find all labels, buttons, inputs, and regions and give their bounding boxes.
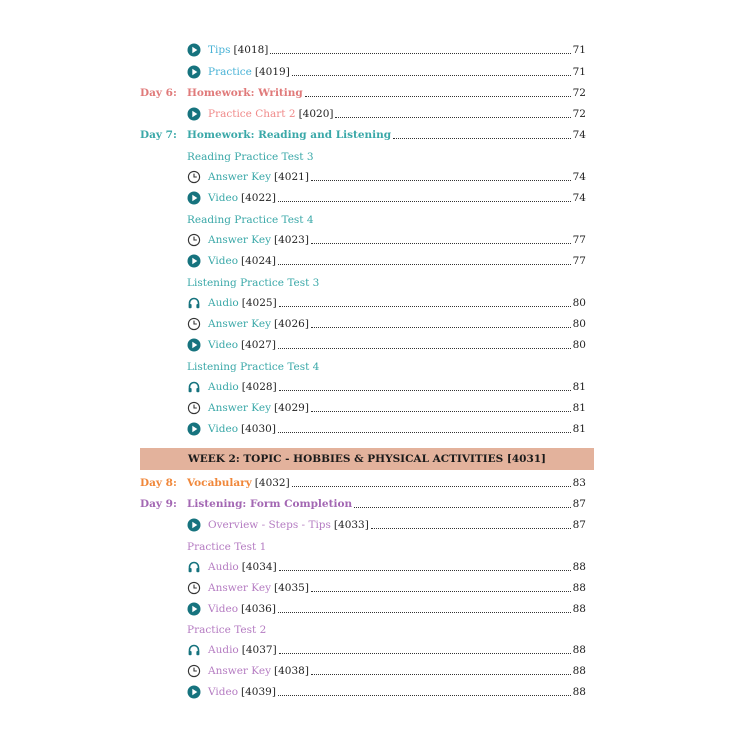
page-number: 77 — [572, 234, 586, 246]
entry-code: [4020] — [298, 108, 334, 120]
toc-entry-practice-chart-2[interactable] — [140, 107, 586, 121]
entry-code: [4028] — [241, 381, 277, 393]
dot-leader — [311, 411, 571, 412]
page-number: 80 — [572, 339, 586, 351]
play-icon — [187, 254, 203, 268]
toc-entry-tips[interactable] — [140, 43, 586, 57]
entry-code: [4037] — [241, 644, 277, 656]
dot-leader — [311, 591, 571, 592]
clock-icon — [187, 581, 203, 595]
page-number: 88 — [572, 686, 586, 698]
entry-code: [4022] — [241, 192, 276, 204]
dot-leader — [292, 486, 571, 487]
entry-label: Answer Key — [208, 318, 271, 330]
clock-icon — [187, 170, 203, 184]
toc-entry-day7[interactable] — [140, 128, 586, 142]
page-number: 72 — [572, 108, 586, 120]
page-number: 87 — [572, 519, 586, 531]
toc-entry-lpt4-answer-key[interactable] — [140, 401, 586, 415]
toc-entry-pt1-audio[interactable] — [140, 560, 586, 574]
entry-label: Homework: Reading and Listening — [187, 129, 392, 141]
clock-icon — [187, 317, 203, 331]
entry-label: Audio — [208, 561, 239, 573]
dot-leader — [311, 180, 571, 181]
entry-label: Video — [208, 686, 239, 698]
toc-entry-rpt3-answer-key[interactable] — [140, 170, 586, 184]
subheading-practice-test-2: Practice Test 2 — [187, 624, 267, 636]
dot-leader — [292, 75, 571, 76]
page-number: 88 — [572, 665, 586, 677]
toc-entry-rpt3-video[interactable] — [140, 191, 586, 205]
toc-entry-pt1-video[interactable] — [140, 602, 586, 616]
entry-label: Answer Key — [208, 582, 271, 594]
toc-entry-rpt4-answer-key[interactable] — [140, 233, 586, 247]
toc-entry-overview[interactable] — [140, 518, 586, 532]
play-icon — [187, 602, 203, 616]
toc-entry-lpt3-answer-key[interactable] — [140, 317, 586, 331]
entry-label: Practice Chart 2 — [208, 108, 296, 120]
dot-leader — [305, 96, 571, 97]
toc-entry-lpt4-video[interactable] — [140, 422, 586, 436]
page-number: 74 — [572, 192, 586, 204]
page-number: 81 — [572, 381, 586, 393]
page-number: 77 — [572, 255, 586, 267]
subheading-reading-practice-test-3: Reading Practice Test 3 — [187, 151, 314, 163]
entry-label: Overview - Steps - Tips — [208, 519, 331, 531]
entry-label: Vocabulary — [187, 477, 252, 489]
day-label: Day 6: — [140, 87, 177, 99]
play-icon — [187, 191, 203, 205]
entry-label: Video — [208, 339, 239, 351]
page-number: 87 — [572, 498, 586, 510]
play-icon — [187, 65, 203, 79]
week-banner[interactable]: WEEK 2: TOPIC - HOBBIES & PHYSICAL ACTIVITIES [4031] — [140, 448, 594, 470]
entry-label: Audio — [208, 297, 239, 309]
dot-leader — [279, 390, 571, 391]
entry-code: [4032] — [254, 477, 290, 489]
subheading-reading-practice-test-4: Reading Practice Test 4 — [187, 214, 314, 226]
page-number: 88 — [572, 603, 586, 615]
entry-label: Video — [208, 603, 239, 615]
entry-code: [4021] — [274, 171, 309, 183]
dot-leader — [279, 653, 571, 654]
toc-entry-lpt3-audio[interactable] — [140, 296, 586, 310]
page-number: 74 — [572, 129, 586, 141]
page-number: 74 — [572, 171, 586, 183]
day-label: Day 8: — [140, 477, 177, 489]
headphones-icon — [187, 296, 203, 310]
entry-code: [4024] — [241, 255, 276, 267]
clock-icon — [187, 233, 203, 247]
headphones-icon — [187, 380, 203, 394]
page-number: 83 — [572, 477, 586, 489]
page-number: 80 — [572, 318, 586, 330]
page-number: 88 — [572, 561, 586, 573]
entry-label: Video — [208, 423, 239, 435]
dot-leader — [278, 201, 571, 202]
entry-label: Answer Key — [208, 665, 271, 677]
headphones-icon — [187, 643, 203, 657]
toc-entry-lpt3-video[interactable] — [140, 338, 586, 352]
entry-label: Practice — [208, 66, 252, 78]
day-label: Day 9: — [140, 498, 177, 510]
entry-label: Answer Key — [208, 171, 271, 183]
toc-entry-lpt4-audio[interactable] — [140, 380, 586, 394]
play-icon — [187, 518, 203, 532]
dot-leader — [279, 570, 571, 571]
clock-icon — [187, 401, 203, 415]
entry-code: [4023] — [274, 234, 309, 246]
entry-code: [4025] — [241, 297, 277, 309]
subheading-listening-practice-test-4: Listening Practice Test 4 — [187, 361, 320, 373]
dot-leader — [371, 528, 571, 529]
page-number: 81 — [572, 423, 586, 435]
entry-label: Video — [208, 255, 239, 267]
entry-code: [4033] — [333, 519, 369, 531]
dot-leader — [393, 138, 571, 139]
page-number: 80 — [572, 297, 586, 309]
dot-leader — [278, 348, 571, 349]
subheading-practice-test-1: Practice Test 1 — [187, 541, 267, 553]
clock-icon — [187, 664, 203, 678]
entry-code: [4035] — [274, 582, 309, 594]
toc-entry-pt2-answer-key[interactable] — [140, 664, 586, 678]
dot-leader — [335, 117, 570, 118]
play-icon — [187, 107, 203, 121]
page-number: 81 — [572, 402, 586, 414]
entry-code: [4026] — [274, 318, 309, 330]
entry-code: [4030] — [241, 423, 276, 435]
dot-leader — [311, 243, 571, 244]
dot-leader — [279, 306, 571, 307]
entry-code: [4038] — [274, 665, 309, 677]
entry-label: Video — [208, 192, 239, 204]
toc-entry-pt2-audio[interactable] — [140, 643, 586, 657]
entry-code: [4029] — [274, 402, 309, 414]
toc-entry-rpt4-video[interactable] — [140, 254, 586, 268]
day-label: Day 7: — [140, 129, 177, 141]
toc-entry-day9[interactable] — [140, 497, 586, 511]
entry-code: [4019] — [254, 66, 290, 78]
subheading-listening-practice-test-3: Listening Practice Test 3 — [187, 277, 320, 289]
page-number: 88 — [572, 582, 586, 594]
page-number: 88 — [572, 644, 586, 656]
play-icon — [187, 422, 203, 436]
entry-label: Homework: Writing — [187, 87, 303, 99]
page-number: 72 — [572, 87, 586, 99]
dot-leader — [278, 612, 571, 613]
play-icon — [187, 338, 203, 352]
entry-label: Tips — [208, 44, 231, 56]
page-number: 71 — [572, 66, 586, 78]
dot-leader — [278, 432, 571, 433]
entry-label: Answer Key — [208, 402, 271, 414]
dot-leader — [278, 695, 571, 696]
entry-code: [4039] — [241, 686, 276, 698]
headphones-icon — [187, 560, 203, 574]
page-number: 71 — [572, 44, 586, 56]
toc-entry-pt2-video[interactable] — [140, 685, 586, 699]
entry-code: [4034] — [241, 561, 277, 573]
toc-entry-day6[interactable] — [140, 86, 586, 100]
entry-code: [4036] — [241, 603, 276, 615]
dot-leader — [311, 674, 571, 675]
toc-entry-day8[interactable] — [140, 476, 586, 490]
entry-code: [4018] — [233, 44, 269, 56]
toc-entry-pt1-answer-key[interactable] — [140, 581, 586, 595]
dot-leader — [311, 327, 571, 328]
play-icon — [187, 685, 203, 699]
entry-label: Audio — [208, 644, 239, 656]
play-icon — [187, 43, 203, 57]
entry-label: Answer Key — [208, 234, 271, 246]
dot-leader — [354, 507, 571, 508]
dot-leader — [270, 53, 570, 54]
entry-label: Listening: Form Completion — [187, 498, 353, 510]
entry-code: [4027] — [241, 339, 276, 351]
entry-label: Audio — [208, 381, 239, 393]
dot-leader — [278, 264, 571, 265]
toc-entry-practice[interactable] — [140, 65, 586, 79]
